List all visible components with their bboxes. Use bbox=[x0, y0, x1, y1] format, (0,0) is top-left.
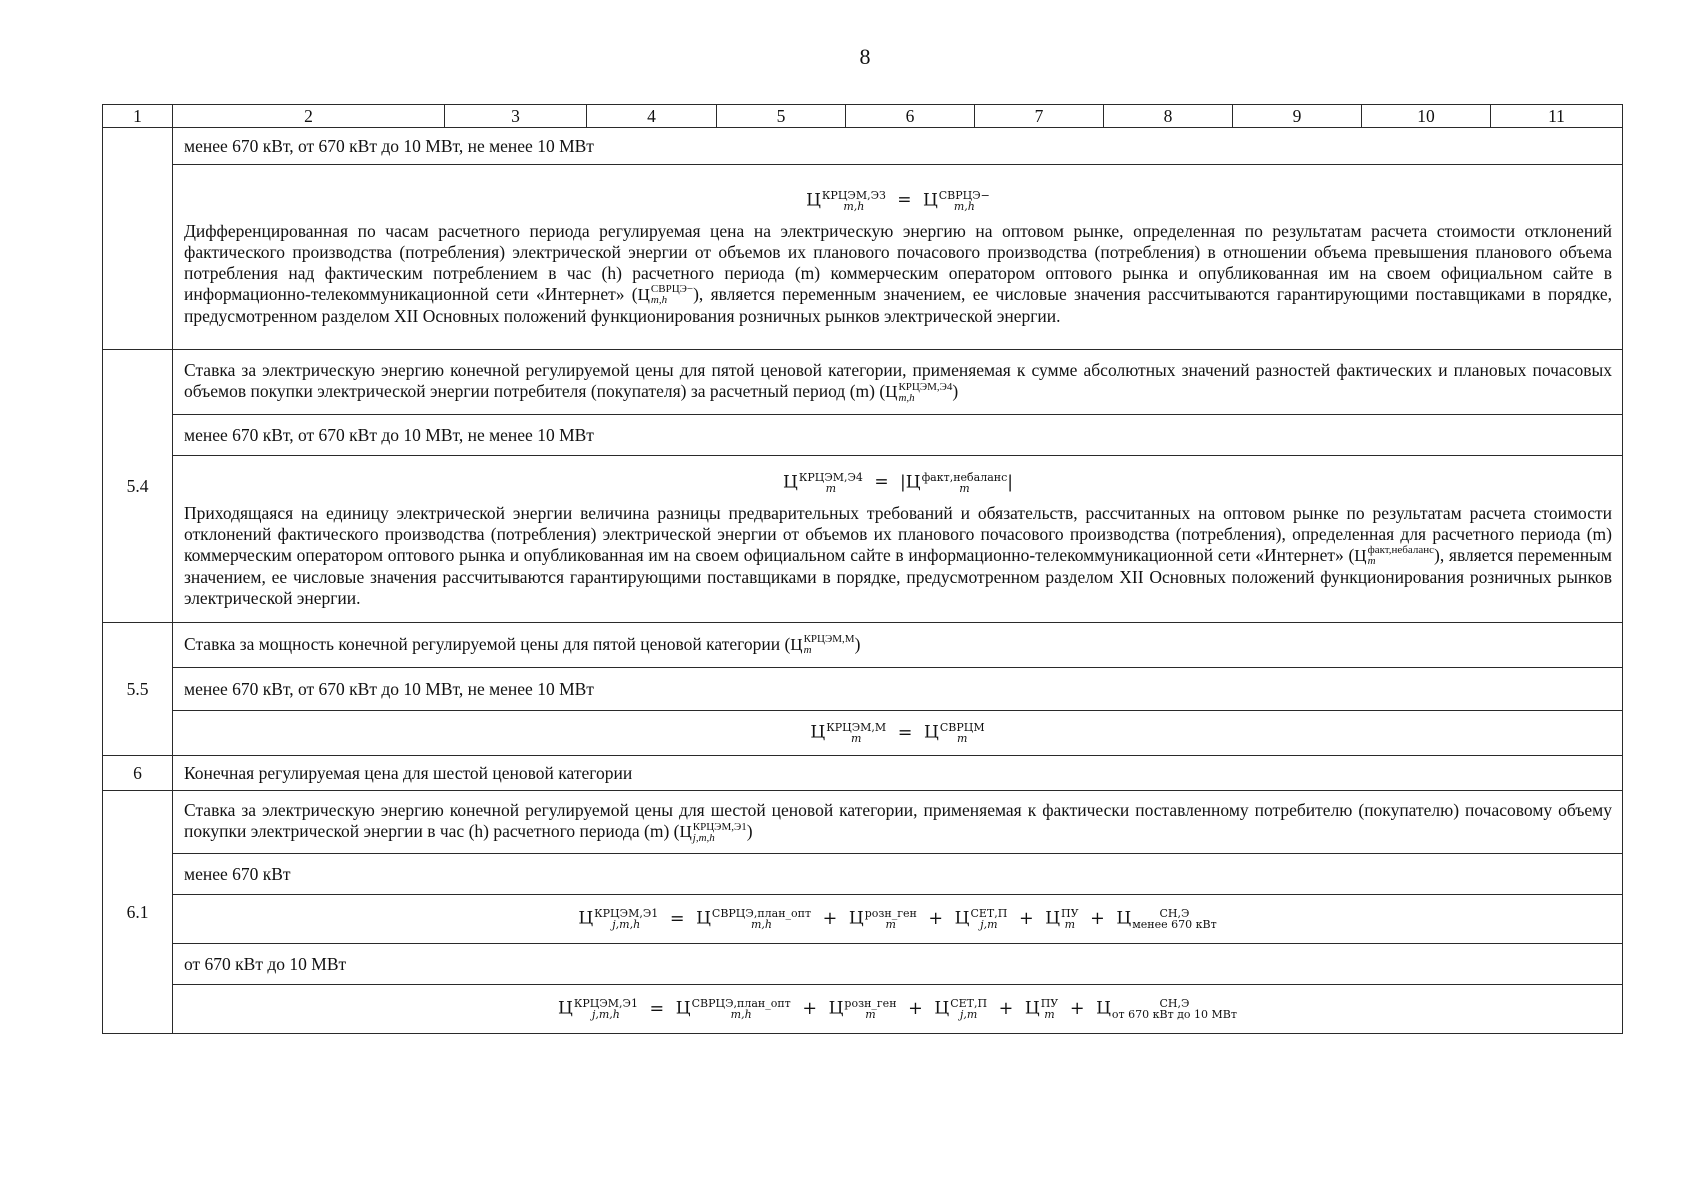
plus-sign: + bbox=[1018, 908, 1034, 929]
superscript: СВРЦЭ− bbox=[938, 188, 990, 202]
subscript: j,m bbox=[959, 1008, 978, 1021]
price-symbol: Ц bbox=[905, 472, 921, 492]
price-symbol: Ц bbox=[578, 908, 594, 929]
power-range-text: менее 670 кВт bbox=[173, 854, 1623, 895]
subscript: m,h bbox=[843, 199, 865, 213]
table-row bbox=[103, 415, 1623, 456]
superscript: СЕТ,П bbox=[970, 907, 1008, 920]
superscript: КРЦЭМ,М bbox=[803, 633, 855, 646]
table-row bbox=[103, 791, 1623, 854]
paragraph-text: Дифференцированная по часам расчетного периода регулируемая цена на электрическую энергию на оптовом рынке, определенная по результатам расчета стоимости отклонений фактического производства (потребления) электрической энергии от объемов их планового почасового производства (потребления) в отношении объема превышения планового объема потребления над фактическим потреблением в час (h) расчетного периода (m) коммерческим оператором оптового рынка и опубликованная им на своем официальном сайте в информационно-телекоммуникационной сети «Интернет» ( bbox=[184, 220, 1612, 304]
power-ranges-text: менее 670 кВт, от 670 кВт до 10 МВт, не менее 10 МВт bbox=[173, 128, 1623, 165]
superscript: СВРЦМ bbox=[939, 721, 985, 734]
page-number: 8 bbox=[859, 44, 871, 69]
price-symbol: Ц bbox=[810, 722, 826, 743]
subscript: m bbox=[850, 732, 862, 745]
price-symbol: Ц bbox=[679, 822, 692, 841]
subscript: m bbox=[885, 918, 896, 931]
superscript: КРЦЭМ,Э1 bbox=[573, 997, 638, 1010]
subscript: m,h bbox=[650, 294, 668, 307]
column-header: 7 bbox=[975, 105, 1104, 128]
table-row bbox=[103, 350, 1623, 415]
superscript: КРЦЭМ,М bbox=[826, 721, 887, 734]
table-row bbox=[103, 128, 1623, 165]
subscript: j,m,h bbox=[612, 918, 641, 931]
column-number-row bbox=[103, 105, 1623, 128]
superscript: ПУ bbox=[1040, 997, 1059, 1010]
paragraph-text: ), является переменным значением, ее числовые значения рассчитываются гарантирующими поставщиками в порядке, предусмотренном разделом XII Основных положений функционирования розничных рынков электрической энергии. bbox=[184, 283, 1612, 327]
superscript: факт,небаланс bbox=[921, 470, 1008, 484]
subscript: m,h bbox=[750, 918, 772, 931]
equals-sign: = bbox=[669, 908, 685, 929]
price-symbol: Ц bbox=[696, 908, 711, 929]
superscript: факт,небаланс bbox=[1367, 544, 1434, 557]
column-header: 6 bbox=[846, 105, 975, 128]
equals-sign: = bbox=[897, 722, 913, 743]
price-symbol: Ц bbox=[637, 284, 650, 304]
subscript: m bbox=[1064, 918, 1075, 931]
table-row bbox=[103, 944, 1623, 985]
row-number: 6.1 bbox=[103, 791, 173, 1034]
power-ranges-text: менее 670 кВт, от 670 кВт до 10 МВт, не менее 10 МВт bbox=[173, 668, 1623, 711]
subscript: m bbox=[865, 1008, 876, 1021]
superscript: розн_ген bbox=[864, 907, 917, 920]
subscript: m bbox=[1367, 555, 1376, 568]
superscript: КРЦЭМ,Э1 bbox=[594, 907, 659, 920]
subscript: m bbox=[825, 481, 837, 495]
category-title: Конечная регулируемая цена для шестой ценовой категории bbox=[173, 756, 1623, 791]
formula-description-cell bbox=[173, 165, 1623, 350]
column-header: 1 bbox=[103, 105, 173, 128]
superscript: СВРЦЭ,план_опт bbox=[691, 997, 791, 1010]
formula-m bbox=[173, 711, 1623, 756]
rate-title bbox=[173, 350, 1623, 415]
column-header: 9 bbox=[1233, 105, 1362, 128]
title-text: Ставка за электрическую энергию конечной регулируемой цены для шестой ценовой категории, применяемая к фактически поставленному потребителю (покупателю) почасовому объему покупки электрической энергии в час (h) расчетного периода (m) ( bbox=[184, 800, 1612, 841]
table-row bbox=[103, 456, 1623, 623]
description-paragraph bbox=[184, 221, 1612, 328]
table-row bbox=[103, 854, 1623, 895]
table-row bbox=[103, 985, 1623, 1034]
rate-title bbox=[173, 791, 1623, 854]
paragraph-text: ), является переменным значением, ее числовые значения рассчитываются гарантирующими поставщиками в порядке, предусмотренном разделом XII Основных положений функционирования розничных рынков электрической энергии. bbox=[184, 544, 1612, 609]
subscript: от 670 кВт до 10 МВт bbox=[1111, 1008, 1237, 1021]
superscript: розн_ген bbox=[844, 997, 897, 1010]
table-row bbox=[103, 623, 1623, 668]
price-symbol: Ц bbox=[558, 998, 573, 1019]
price-symbol: Ц bbox=[675, 998, 691, 1019]
table-row bbox=[103, 756, 1623, 791]
title-text: ) bbox=[746, 821, 753, 841]
column-header: 4 bbox=[587, 105, 717, 128]
title-text: Ставка за электрическую энергию конечной регулируемой цены для пятой ценовой категории, применяемая к сумме абсолютных значений разностей фактических и плановых почасовых объемов покупки электрической энергии потребителя (покупателя) за расчетный период (m) ( bbox=[184, 360, 1612, 401]
price-symbol: Ц bbox=[790, 634, 803, 654]
price-symbol: Ц bbox=[954, 908, 970, 929]
superscript: СН,Э bbox=[1159, 907, 1190, 920]
table-row bbox=[103, 711, 1623, 756]
price-symbol: Ц bbox=[1024, 998, 1040, 1019]
column-header: 11 bbox=[1491, 105, 1623, 128]
abs-bar: | bbox=[900, 472, 906, 492]
row-number: 5.5 bbox=[103, 623, 173, 756]
column-header: 5 bbox=[717, 105, 846, 128]
table-row bbox=[103, 165, 1623, 350]
row-number: 6 bbox=[103, 756, 173, 791]
title-text: ) bbox=[854, 633, 861, 654]
subscript: m bbox=[956, 732, 968, 745]
table-row bbox=[103, 895, 1623, 944]
row-number: 5.4 bbox=[103, 350, 173, 623]
plus-sign: + bbox=[1069, 998, 1085, 1019]
title-text: Ставка за мощность конечной регулируемой цены для пятой ценовой категории ( bbox=[184, 633, 791, 654]
plus-sign: + bbox=[802, 998, 818, 1019]
power-range-text: от 670 кВт до 10 МВт bbox=[173, 944, 1623, 985]
price-symbol: Ц bbox=[1096, 998, 1111, 1019]
subscript: j,m bbox=[980, 918, 998, 931]
price-symbol: Ц bbox=[783, 472, 798, 492]
price-symbol: Ц bbox=[922, 190, 938, 210]
column-header: 3 bbox=[445, 105, 587, 128]
price-symbol: Ц bbox=[1116, 908, 1132, 929]
equals-sign: = bbox=[897, 190, 912, 210]
subscript: m,h bbox=[898, 391, 915, 404]
price-symbol: Ц bbox=[1354, 545, 1367, 565]
paragraph-text: Приходящаяся на единицу электрической энергии величина разницы предварительных требований и обязательств, рассчитанных на оптовом рынке по результатам расчета стоимости отклонений фактического производства (потребления) электрической энергии от объемов их планового почасового производства (потребления), определенная для расчетного периода (m) коммерческим оператором оптового рынка и опубликованная им на своем официальном сайте в информационно-телекоммуникационной сети «Интернет» ( bbox=[184, 502, 1612, 565]
plus-sign: + bbox=[928, 908, 944, 929]
column-header: 10 bbox=[1362, 105, 1491, 128]
subscript: m bbox=[1044, 1008, 1055, 1021]
superscript: КРЦЭМ,Э1 bbox=[692, 820, 747, 833]
subscript: m bbox=[803, 644, 812, 657]
formula-e4 bbox=[184, 469, 1612, 497]
superscript: КРЦЭМ,Э4 bbox=[898, 380, 953, 393]
column-header: 8 bbox=[1104, 105, 1233, 128]
plus-sign: + bbox=[822, 908, 838, 929]
superscript: СВРЦЭ,план_опт bbox=[711, 907, 812, 920]
superscript: КРЦЭМ,ЭЗ bbox=[821, 188, 886, 202]
subscript: j,m,h bbox=[692, 831, 715, 844]
power-ranges-text: менее 670 кВт, от 670 кВт до 10 МВт, не менее 10 МВт bbox=[173, 415, 1623, 456]
plus-sign: + bbox=[998, 998, 1014, 1019]
plus-sign: + bbox=[908, 998, 923, 1019]
formula-description-cell bbox=[173, 456, 1623, 623]
rate-title bbox=[173, 623, 1623, 668]
description-paragraph bbox=[184, 503, 1612, 610]
price-symbol: Ц bbox=[806, 190, 821, 210]
price-symbol: Ц bbox=[924, 722, 939, 743]
subscript: m bbox=[959, 481, 970, 495]
column-header: 2 bbox=[173, 105, 445, 128]
equals-sign: = bbox=[874, 472, 889, 492]
superscript: СВРЦЭ− bbox=[650, 283, 694, 296]
subscript: m,h bbox=[953, 199, 975, 213]
row-number-empty bbox=[103, 128, 173, 350]
tariff-table bbox=[102, 104, 1623, 1034]
price-symbol: Ц bbox=[828, 998, 844, 1019]
subscript: m,h bbox=[730, 1008, 752, 1021]
superscript: КРЦЭМ,Э4 bbox=[798, 470, 863, 484]
formula-e1-under-670 bbox=[173, 895, 1623, 944]
equals-sign: = bbox=[649, 998, 665, 1019]
formula-e3 bbox=[184, 187, 1612, 215]
table-row bbox=[103, 668, 1623, 711]
subscript: j,m,h bbox=[591, 1008, 620, 1021]
subscript: менее 670 кВт bbox=[1132, 918, 1217, 931]
superscript: ПУ bbox=[1061, 907, 1079, 920]
title-text: ) bbox=[952, 381, 959, 401]
formula-e1-670-to-10mw bbox=[173, 985, 1623, 1034]
abs-bar: | bbox=[1007, 472, 1013, 492]
price-symbol: Ц bbox=[848, 908, 864, 929]
price-symbol: Ц bbox=[934, 998, 950, 1019]
superscript: СН,Э bbox=[1159, 997, 1190, 1010]
plus-sign: + bbox=[1090, 908, 1105, 929]
superscript: СЕТ,П bbox=[950, 997, 988, 1010]
price-symbol: Ц bbox=[885, 382, 898, 401]
price-symbol: Ц bbox=[1045, 908, 1061, 929]
